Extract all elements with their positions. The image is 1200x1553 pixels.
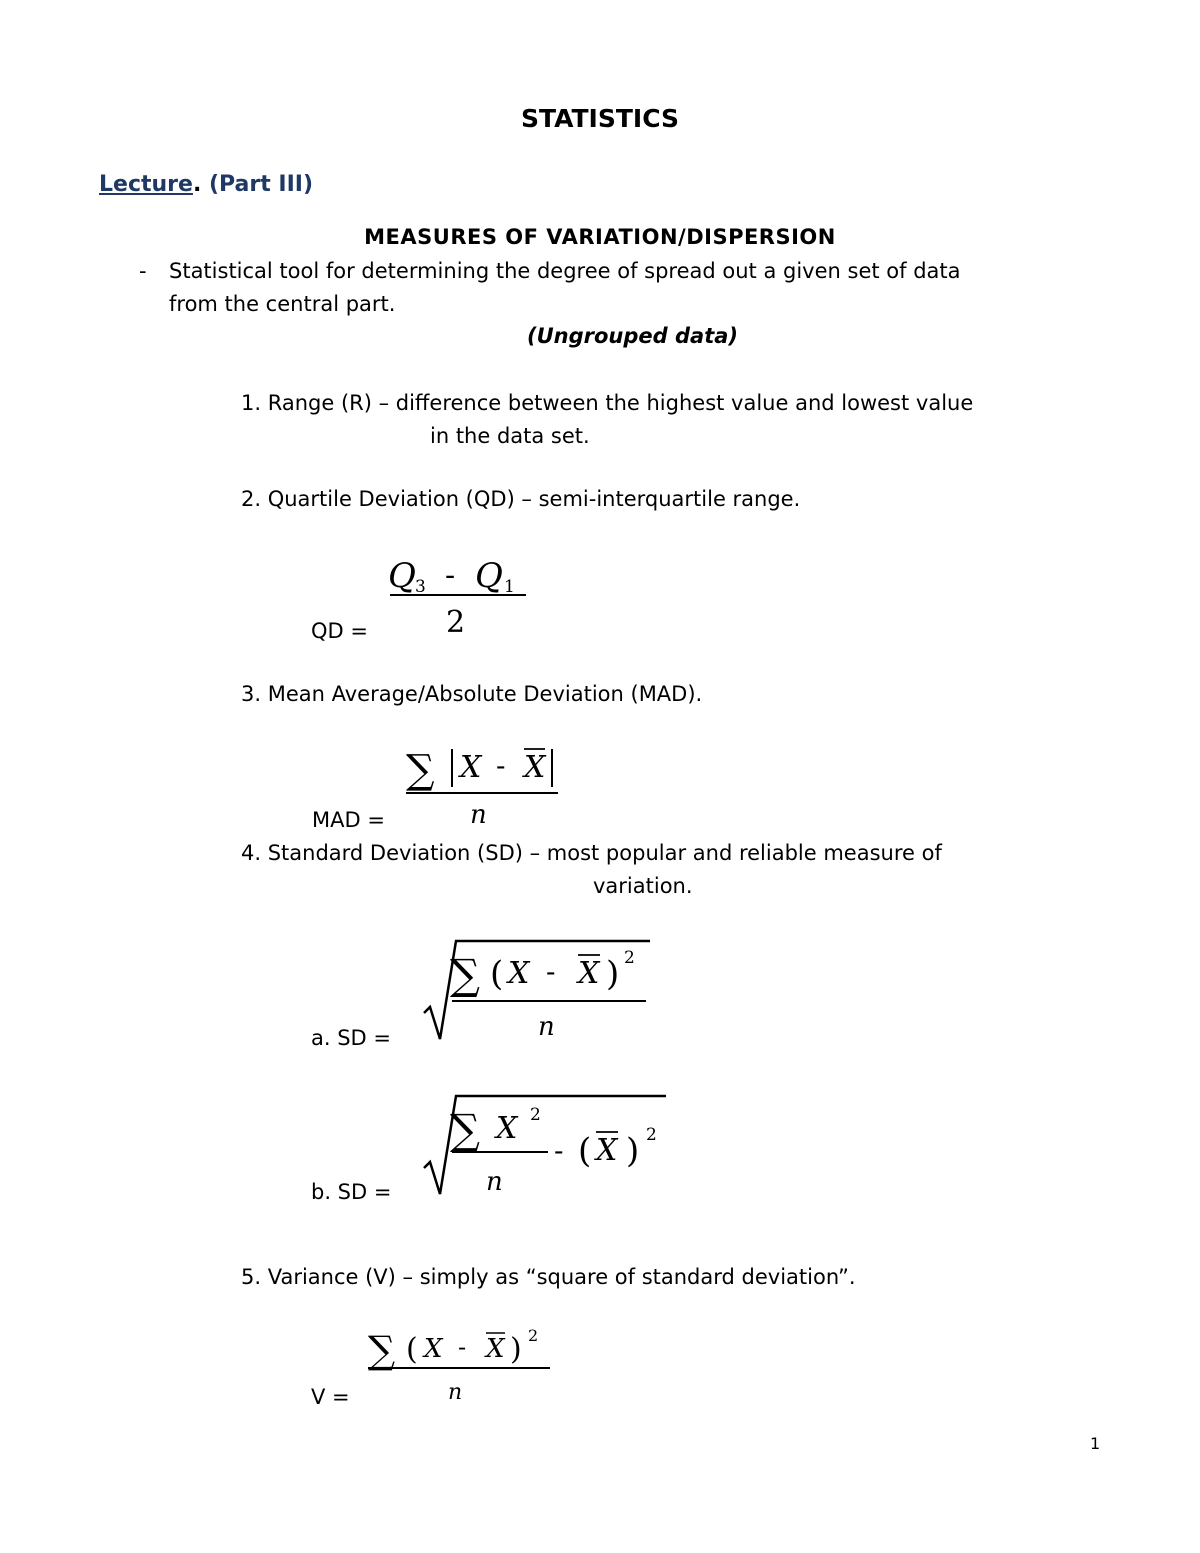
v-label: V = [311,1385,350,1409]
qd-label: QD = [311,619,368,643]
x-symbol: X [496,1111,518,1146]
minus-sign: - [458,1333,467,1361]
close-paren: ) [510,1332,522,1367]
n-symbol: n [538,1012,555,1042]
x-bar-symbol: X [486,1334,505,1364]
minus-sign: - [554,1134,564,1167]
qd-denominator: 2 [446,605,466,640]
minus-sign: - [445,558,456,593]
n-symbol: n [448,1380,463,1405]
close-paren: ) [606,954,620,994]
open-paren: ( [406,1332,418,1367]
q3-subscript: 3 [415,577,426,597]
sigma-symbol: ∑ [450,1105,480,1154]
sigma-symbol: ∑ [450,950,480,999]
mad-label: MAD = [312,808,385,832]
lecture-line [99,174,313,196]
lecture-punct: . [192,172,202,197]
x-bar-symbol: X [596,1133,618,1168]
mad-formula [400,743,570,830]
exponent-2: 2 [530,1105,541,1125]
n-symbol: n [486,1167,503,1197]
q1-symbol: Q [475,556,503,596]
sigma-symbol: ∑ [368,1328,396,1372]
qd-formula [380,552,540,640]
definition-line-2: from the central part. [169,292,396,316]
page-title: STATISTICS [520,104,680,133]
minus-sign: - [546,955,556,988]
close-paren: ) [626,1131,640,1171]
item-quartile-deviation: 2. Quartile Deviation (QD) – semi-interquartile range. [241,487,801,511]
x-bar-symbol: X [524,750,546,785]
x-symbol: X [424,1334,443,1364]
open-paren: ( [490,954,504,994]
lecture-label: Lecture [99,172,193,197]
item-range-line-2: in the data set. [430,424,590,448]
open-paren: ( [578,1131,592,1171]
exponent-2: 2 [624,948,635,968]
q3-symbol: Q [388,556,416,596]
item-range-line-1: 1. Range (R) – difference between the highest value and lowest value [241,391,974,415]
q1-subscript: 1 [504,577,515,597]
definition-line-1: Statistical tool for determining the degree of spread out a given set of data [169,259,961,283]
sd-a-label: a. SD = [311,1026,391,1050]
section-heading: MEASURES OF VARIATION/DISPERSION [364,225,836,249]
exponent-2: 2 [528,1326,539,1345]
subheading: (Ungrouped data) [527,324,738,348]
item-standard-deviation-line-1: 4. Standard Deviation (SD) – most popular and reliable measure of [241,841,942,865]
n-symbol: n [470,800,487,830]
x-bar-symbol: X [578,956,600,991]
page-number: 1 [1090,1434,1101,1453]
item-mean-absolute-deviation: 3. Mean Average/Absolute Deviation (MAD). [241,682,703,706]
bullet-dash: - [139,259,147,283]
sd-b-label: b. SD = [311,1180,392,1204]
sd-a-formula [420,935,660,1045]
lecture-part: (Part III) [208,172,314,197]
item-standard-deviation-line-2: variation. [593,874,693,898]
minus-sign: - [496,749,506,782]
x-symbol: X [460,750,482,785]
x-symbol: X [508,956,530,991]
variance-formula [362,1315,562,1405]
exponent-2: 2 [646,1125,657,1145]
sigma-symbol: ∑ [406,747,435,793]
item-variance: 5. Variance (V) – simply as “square of standard deviation”. [241,1265,856,1289]
sd-b-formula [420,1090,680,1200]
